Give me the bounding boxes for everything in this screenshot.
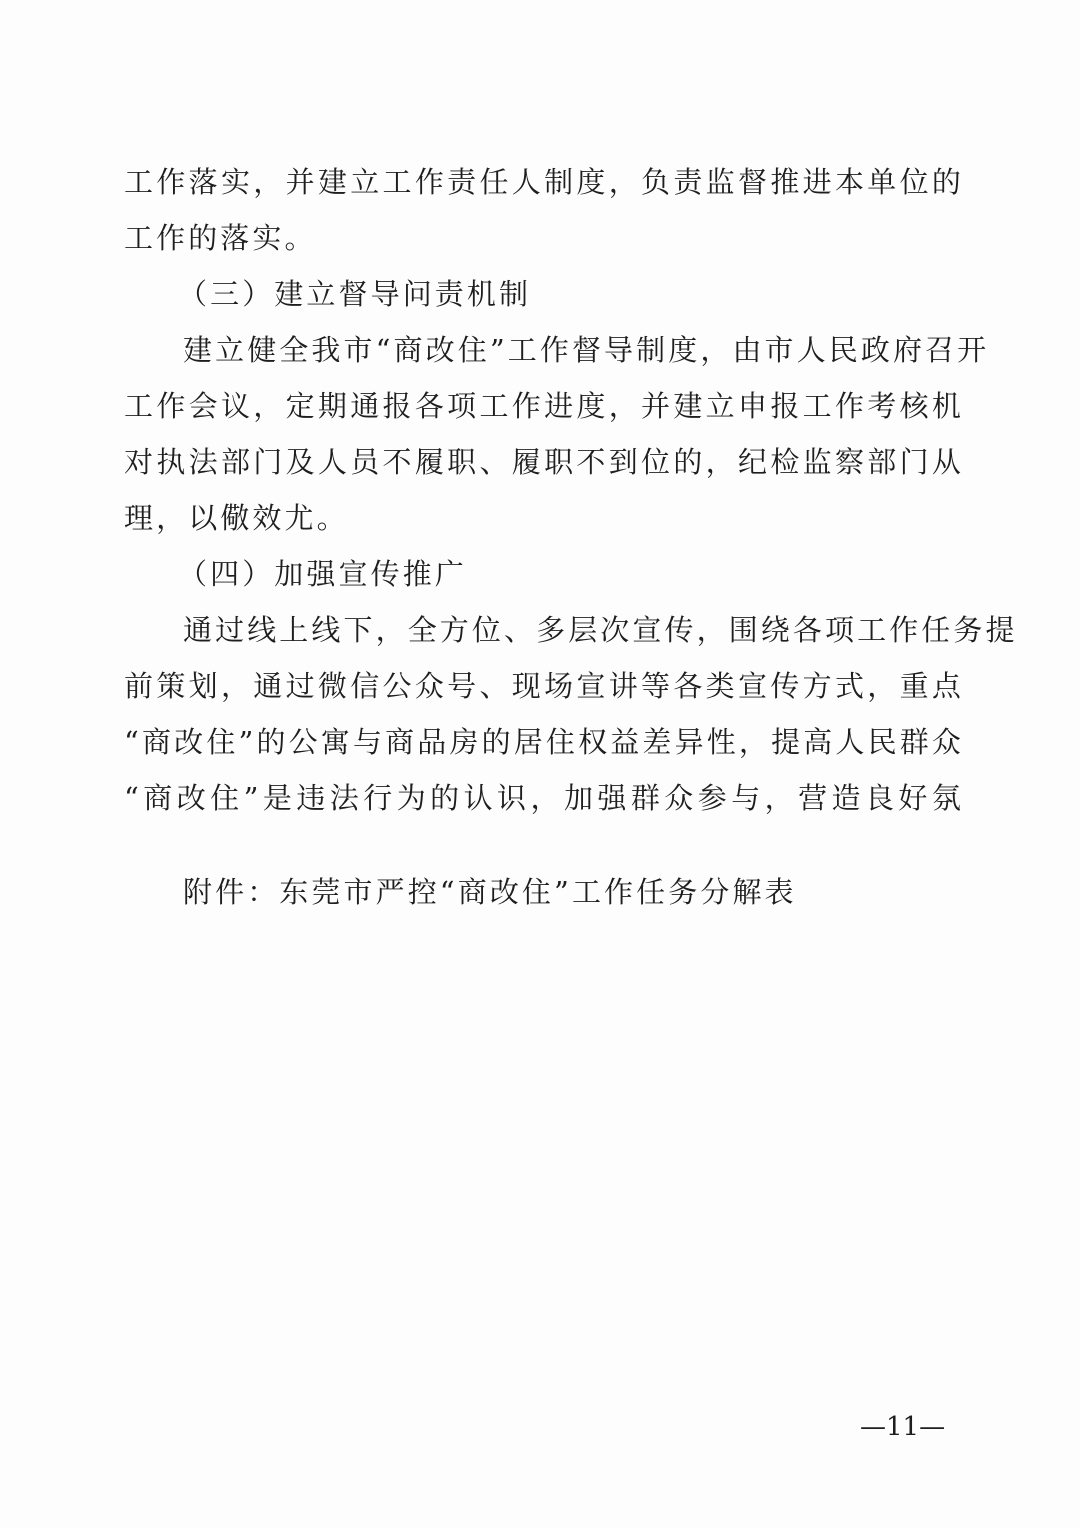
paragraph-line-11: “商改住”的公寓与商品房的居住权益差异性，提高人民群众 [124,725,964,759]
attachment-note: 附件：东莞市严控“商改住”工作任务分解表 [183,875,797,909]
page-number: —11— [860,1412,946,1442]
paragraph-line-4: 建立健全我市“商改住”工作督导制度，由市人民政府召开 [183,333,990,367]
section-heading-3: （三）建立督导问责机制 [178,277,532,311]
paragraph-line-10: 前策划，通过微信公众号、现场宣讲等各类宣传方式，重点 [124,669,964,703]
paragraph-line-9: 通过线上线下，全方位、多层次宣传，围绕各项工作任务提 [183,613,1018,647]
paragraph-line-12: “商改住”是违法行为的认识，加强群众参与，营造良好氛 [124,781,964,815]
paragraph-line-6: 对执法部门及人员不履职、履职不到位的，纪检监察部门从 [124,445,964,479]
paragraph-line-5: 工作会议，定期通报各项工作进度，并建立申报工作考核机 [124,389,964,423]
paragraph-line-2: 工作的落实。 [124,221,317,255]
section-heading-4: （四）加强宣传推广 [178,557,467,591]
paragraph-line-7: 理，以儆效尤。 [124,501,349,535]
paragraph-line-1: 工作落实，并建立工作责任人制度，负责监督推进本单位的 [124,165,964,199]
